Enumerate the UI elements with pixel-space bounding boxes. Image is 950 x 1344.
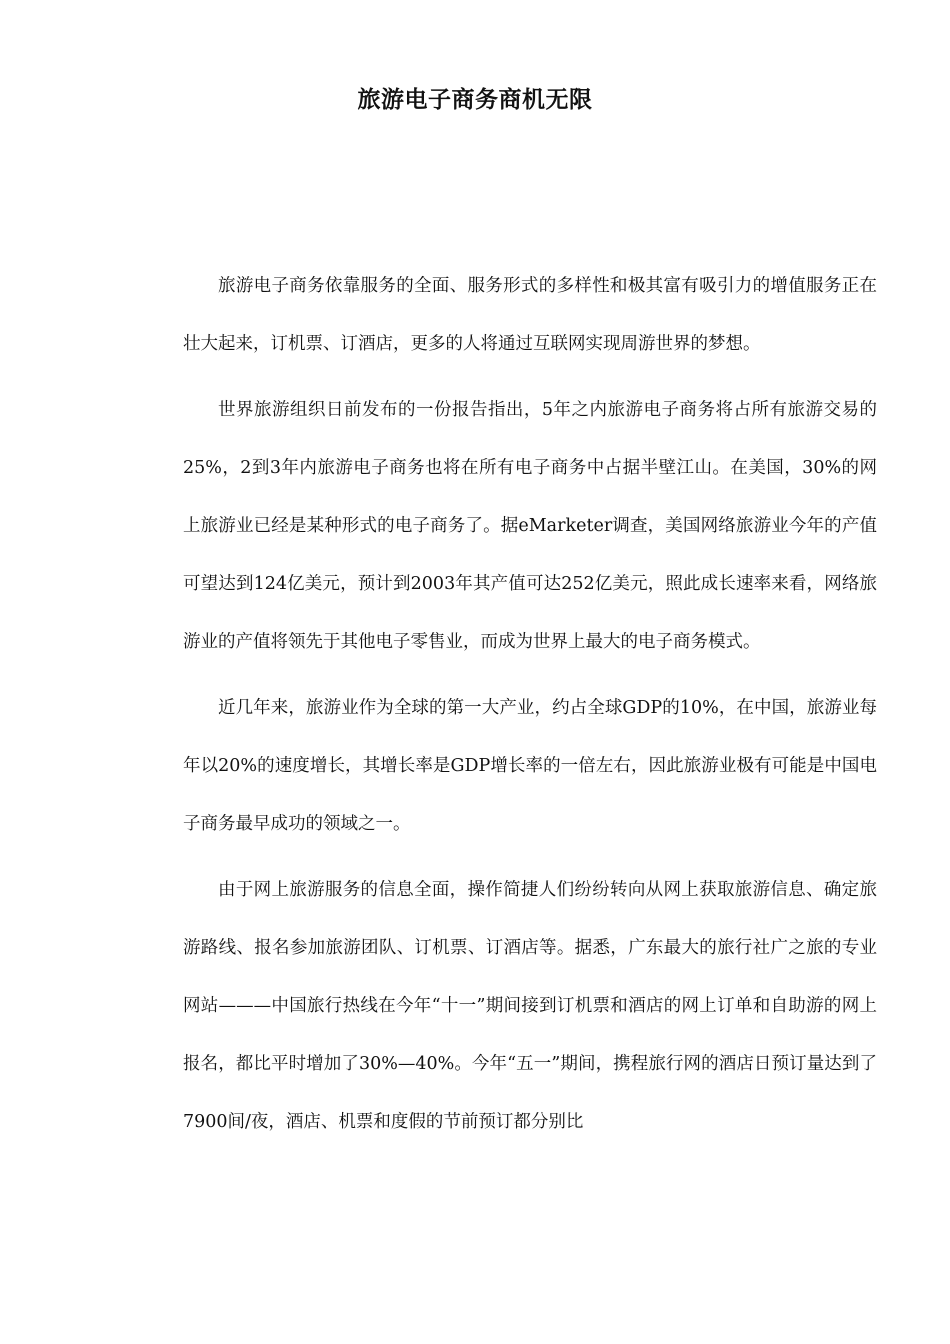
paragraph-1: 旅游电子商务依靠服务的全面、服务形式的多样性和极其富有吸引力的增值服务正在壮大起来，订机票、订酒店，更多的人将通过互联网实现周游世界的梦想。 — [183, 276, 877, 354]
paragraph-3: 近几年来，旅游业作为全球的第一大产业，约占全球GDP的10%，在中国，旅游业每年以20%的速度增长，其增长率是GDP增长率的一倍左右，因此旅游业极有可能是中国电子商务最早成功的领域之一。 — [183, 698, 877, 834]
paragraph-4: 由于网上旅游服务的信息全面，操作简捷人们纷纷转向从网上获取旅游信息、确定旅游路线、报名参加旅游团队、订机票、订酒店等。据悉，广东最大的旅行社广之旅的专业网站———中国旅行热线在今年“十一”期间接到订机票和酒店的网上订单和自助游的网上报名，都比平时增加了30%—40%。今年“五一”期间，携程旅行网的酒店日预订量达到了7900间/夜，酒店、机票和度假的节前预订都分别比 — [183, 880, 877, 1132]
paragraph-2: 世界旅游组织日前发布的一份报告指出，5年之内旅游电子商务将占所有旅游交易的25%，2到3年内旅游电子商务也将在所有电子商务中占据半壁江山。在美国，30%的网上旅游业已经是某种形式的电子商务了。据eMarketer调查，美国网络旅游业今年的产值可望达到124亿美元，预计到2003年其产值可达252亿美元，照此成长速率来看，网络旅游业的产值将领先于其他电子零售业，而成为世界上最大的电子商务模式。 — [183, 400, 877, 652]
document-body — [183, 257, 877, 1151]
document-title: 旅游电子商务商机无限 — [357, 87, 593, 113]
